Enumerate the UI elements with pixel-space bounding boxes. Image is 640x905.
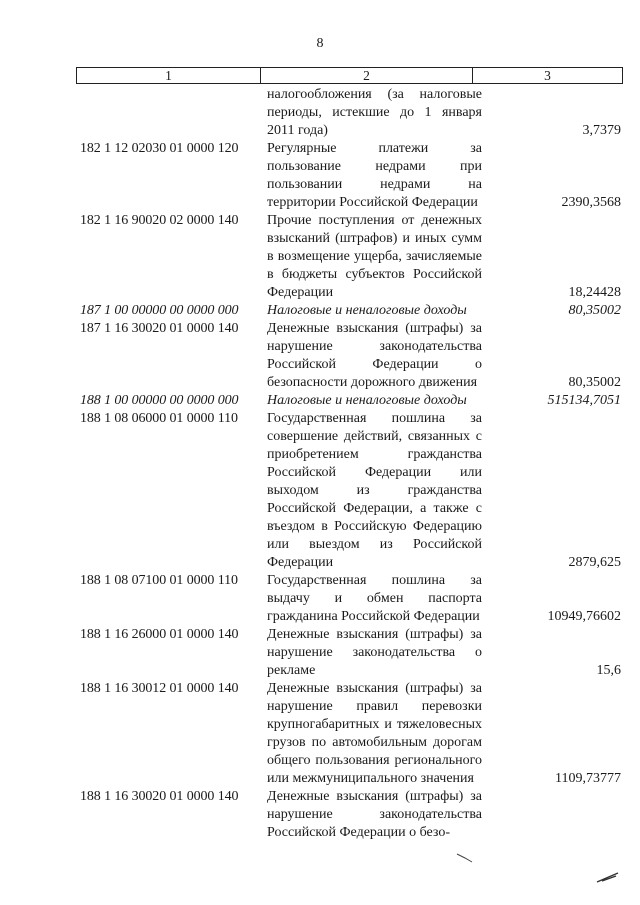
- header-col-1: 1: [77, 68, 261, 83]
- table-row: [76, 86, 623, 140]
- table-header: [76, 67, 623, 84]
- table-row: [76, 680, 623, 788]
- row-code: 188 1 16 30020 01 0000 140: [80, 789, 239, 804]
- page-number: 8: [316, 36, 324, 51]
- row-code: 187 1 16 30020 01 0000 140: [80, 321, 239, 336]
- row-description: Денежные взыскания (штрафы) за нарушение правил перевозки крупногабаритных и тяжеловесных грузов по автомобильным дорогам общего пользования регионального или межмуниципального значения: [267, 681, 482, 786]
- row-amount: 18,24428: [568, 285, 621, 300]
- row-code: 188 1 08 06000 01 0000 110: [80, 411, 238, 426]
- row-amount: 515134,7051: [547, 393, 621, 408]
- row-description: Государственная пошлина за выдачу и обмен паспорта гражданина Российской Федерации: [267, 573, 482, 624]
- row-description: Денежные взыскания (штрафы) за нарушение законодательства Российской Федерации о безо-: [267, 789, 482, 840]
- row-description: Налоговые и неналоговые доходы: [267, 303, 467, 318]
- table-body: [76, 86, 623, 842]
- row-amount: 80,35002: [568, 303, 621, 318]
- row-description: Денежные взыскания (штрафы) за нарушение законодательства о рекламе: [267, 627, 482, 678]
- table-row: [76, 212, 623, 302]
- table-row: [76, 626, 623, 680]
- table-row: [76, 410, 623, 572]
- row-amount: 3,7379: [582, 123, 621, 138]
- row-amount: 80,35002: [568, 375, 621, 390]
- row-code: 182 1 12 02030 01 0000 120: [80, 141, 239, 156]
- row-description: Налоговые и неналоговые доходы: [267, 393, 467, 408]
- row-code: 187 1 00 00000 00 0000 000: [80, 303, 239, 318]
- table-row-subtotal: [76, 392, 623, 410]
- table-row: [76, 788, 623, 842]
- row-code: 188 1 16 26000 01 0000 140: [80, 627, 239, 642]
- row-amount: 2879,625: [568, 555, 621, 570]
- row-code: 188 1 16 30012 01 0000 140: [80, 681, 239, 696]
- header-col-3: 3: [544, 68, 551, 83]
- table-row: [76, 320, 623, 392]
- row-amount: 15,6: [596, 663, 621, 678]
- table-row: [76, 572, 623, 626]
- row-code: 188 1 08 07100 01 0000 110: [80, 573, 238, 588]
- scan-mark-icon: [596, 870, 620, 884]
- scan-mark-icon: [456, 852, 474, 864]
- row-code: 182 1 16 90020 02 0000 140: [80, 213, 239, 228]
- row-amount: 2390,3568: [561, 195, 621, 210]
- row-amount: 1109,73777: [555, 771, 621, 786]
- row-description: Денежные взыскания (штрафы) за нарушение законодательства Российской Федерации о безопасности дорожного движения: [267, 321, 482, 390]
- table-row-subtotal: [76, 302, 623, 320]
- row-code: 188 1 00 00000 00 0000 000: [80, 393, 239, 408]
- table-row: [76, 140, 623, 212]
- row-amount: 10949,76602: [547, 609, 621, 624]
- row-description: Регулярные платежи за пользование недрами при пользовании недрами на территории Российской Федерации: [267, 141, 482, 210]
- row-description: налогообложения (за налоговые периоды, истекшие до 1 января 2011 года): [267, 87, 482, 138]
- header-col-2: 2: [261, 68, 473, 83]
- row-description: Прочие поступления от денежных взысканий (штрафов) и иных сумм в возмещение ущерба, зачисляемые в бюджеты субъектов Российской Федерации: [267, 213, 482, 300]
- row-description: Государственная пошлина за совершение действий, связанных с приобретением гражданства Российской Федерации или выходом из гражданства Российской Федерации, а также с въездом в Российскую Федерацию или выездом из Российской Федерации: [267, 411, 482, 570]
